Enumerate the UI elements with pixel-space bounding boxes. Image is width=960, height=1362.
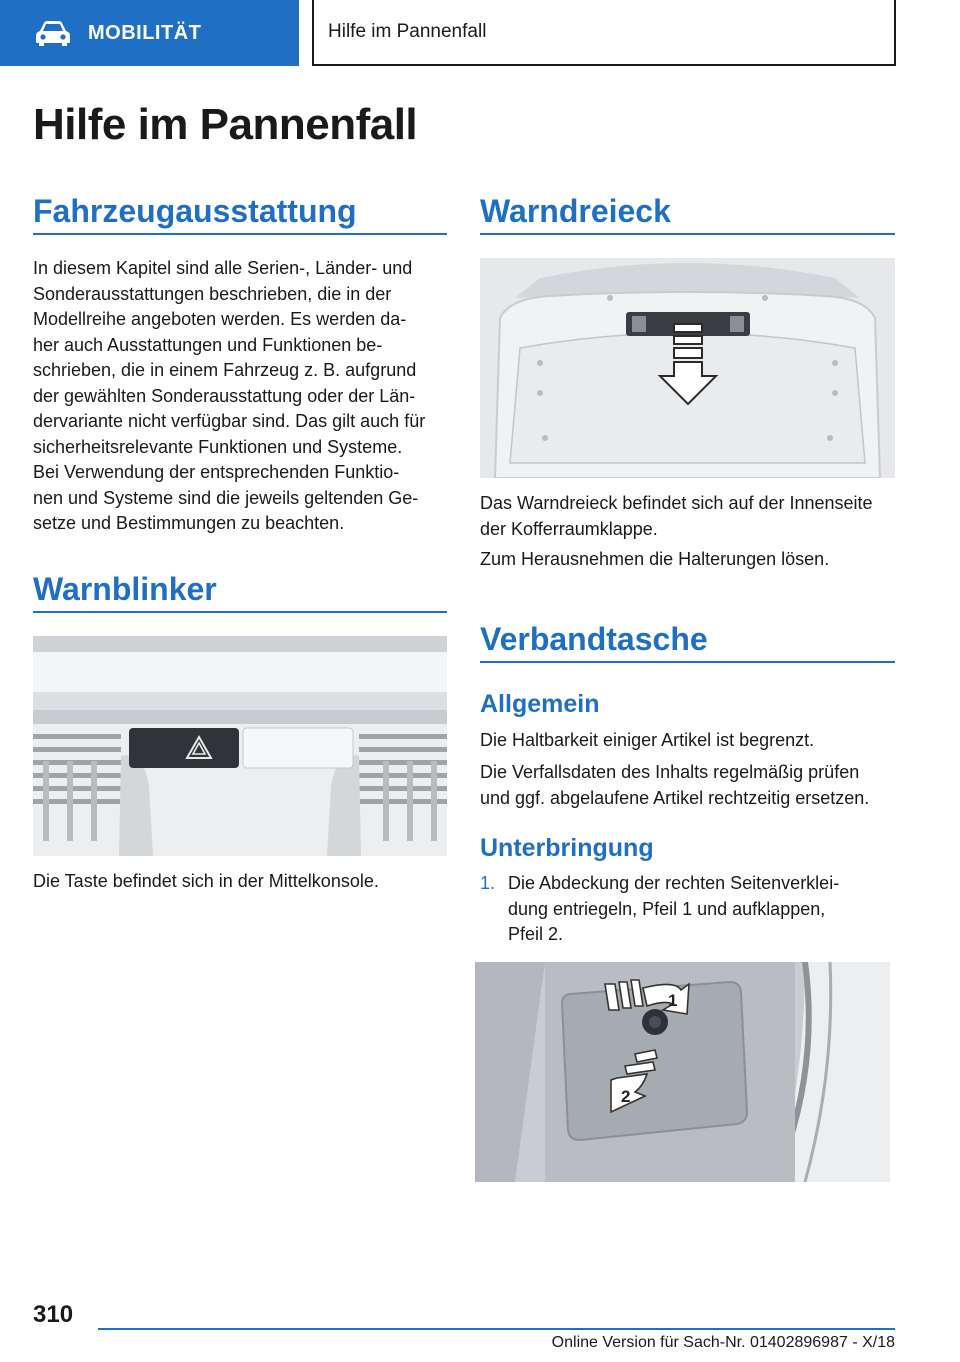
heading-warnblinker: Warnblinker — [33, 571, 217, 607]
heading-verbandtasche: Verbandtasche — [480, 621, 708, 657]
paragraph-allgemein-1: Die Haltbarkeit einiger Artikel ist begrenzt. — [480, 730, 815, 750]
paragraph-fahrzeugausstattung — [33, 256, 453, 537]
subheading-allgemein: Allgemein — [480, 690, 600, 718]
text-line: Die Verfallsdaten des Inhalts regelmäßig prüfen — [480, 762, 860, 782]
text-line: her auch Ausstattungen und Funktionen be- — [33, 334, 383, 355]
text-line: Bei Verwendung der entsprechenden Funktio- — [33, 462, 400, 482]
figure-side-panel — [475, 962, 890, 1182]
subheading-unterbringung: Unterbringung — [480, 834, 654, 862]
page-number: 310 — [33, 1301, 74, 1328]
heading-fahrzeugausstattung: Fahrzeugausstattung — [33, 193, 357, 229]
heading-warndreieck: Warndreieck — [480, 193, 671, 229]
header-section-label: MOBILITÄT — [88, 21, 202, 44]
paragraph-allgemein-2 — [480, 760, 900, 811]
text-line: und ggf. abgelaufene Artikel rechtzeitig ersetzen. — [480, 787, 870, 808]
header-section-tab — [0, 0, 299, 66]
header-chapter: Hilfe im Pannenfall — [312, 0, 896, 66]
footer-rule — [98, 1328, 895, 1330]
page-title: Hilfe im Pannenfall — [33, 100, 418, 149]
text-line: Sonderausstattungen beschrieben, die in der — [33, 283, 392, 304]
text-line: nen und Systeme sind die jeweils geltenden Ge- — [33, 487, 419, 508]
text-line: der gewählten Sonderausstattung oder der Län- — [33, 385, 416, 406]
text-line: dervariante nicht verfügbar sind. Das gilt auch für — [33, 411, 426, 431]
car-icon — [34, 19, 72, 47]
text-line: Das Warndreieck befindet sich auf der Innenseite — [480, 493, 873, 513]
text-line: Pfeil 2. — [508, 924, 564, 944]
footer-text: Online Version für Sach-Nr. 01402896987 - X/18 — [551, 1334, 895, 1351]
note-warndreieck: Zum Herausnehmen die Halterungen lösen. — [480, 549, 830, 569]
text-line: sicherheitsrelevante Funktionen und Systeme. — [33, 436, 403, 457]
step-1 — [480, 871, 895, 948]
arrow-2-label: 2 — [621, 1087, 631, 1106]
text-line: setze und Bestimmungen zu beachten. — [33, 513, 345, 533]
text-line: der Kofferraumklappe. — [480, 518, 658, 539]
heading-rule — [480, 233, 895, 235]
text-line: schrieben, die in einem Fahrzeug z. B. aufgrund — [33, 360, 417, 380]
text-line: In diesem Kapitel sind alle Serien-, Länder- und — [33, 258, 413, 278]
step-number: 1. — [480, 873, 496, 893]
figure-hazard-switch — [33, 636, 447, 856]
heading-rule — [33, 233, 447, 235]
text-line: dung entriegeln, Pfeil 1 und aufklappen, — [508, 898, 826, 919]
text-line: Die Abdeckung der rechten Seitenverklei- — [508, 873, 840, 893]
figure-trunk-lid — [480, 258, 895, 478]
caption-warnblinker: Die Taste befindet sich in der Mittelkonsole. — [33, 871, 379, 891]
heading-rule — [33, 611, 447, 613]
caption-warndreieck — [480, 491, 900, 542]
step-text — [508, 871, 839, 948]
heading-rule — [480, 661, 895, 663]
arrow-1-label: 1 — [668, 991, 678, 1010]
text-line: Modellreihe angeboten werden. Es werden da- — [33, 309, 407, 329]
